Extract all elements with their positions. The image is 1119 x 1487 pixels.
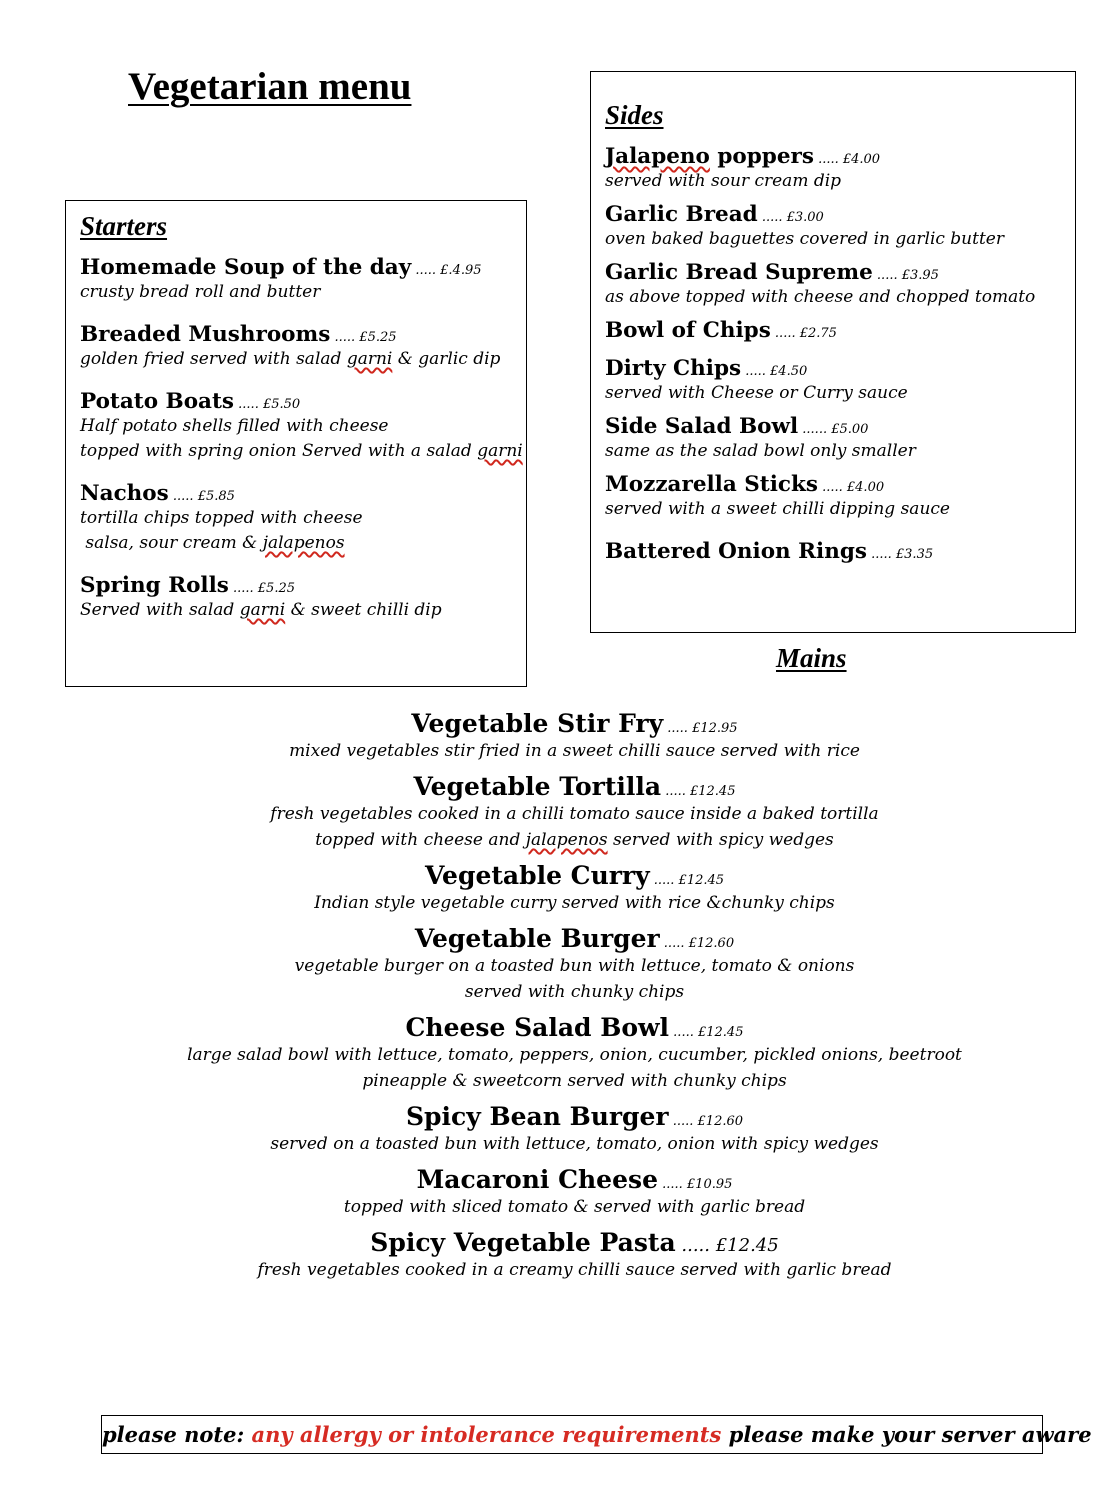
menu-item xyxy=(0,1229,1119,1283)
item-description: served with a sweet chilli dipping sauce xyxy=(605,499,950,519)
item-description: Indian style vegetable curry served with rice &chunky chips xyxy=(314,893,835,913)
item-name: Mozzarella Sticks xyxy=(605,472,818,497)
item-price: ..... £3.95 xyxy=(872,268,939,283)
menu-item xyxy=(80,574,512,623)
menu-item xyxy=(80,256,512,305)
menu-item xyxy=(80,323,512,372)
item-price: ..... £12.45 xyxy=(649,873,725,888)
item-description: same as the salad bowl only smaller xyxy=(605,441,916,461)
item-price: ..... £12.45 xyxy=(675,1235,779,1256)
item-name: Vegetable Tortilla xyxy=(413,772,662,801)
item-description: served on a toasted bun with lettuce, tomato, onion with spicy wedges xyxy=(270,1134,879,1154)
item-name: Spicy Vegetable Pasta xyxy=(370,1228,676,1257)
item-name: Battered Onion Rings xyxy=(605,539,867,564)
menu-item xyxy=(605,145,1061,194)
allergy-note xyxy=(101,1415,1092,1454)
item-description: crusty bread roll and butter xyxy=(80,282,321,302)
menu-item xyxy=(0,773,1119,853)
menu-item xyxy=(605,203,1061,252)
item-description: salsa, sour cream & jalapenos xyxy=(80,533,345,553)
item-name: Vegetable Stir Fry xyxy=(411,709,664,738)
item-description: served with Cheese or Curry sauce xyxy=(605,383,908,403)
menu-item xyxy=(0,1103,1119,1157)
item-name: Breaded Mushrooms xyxy=(80,322,331,347)
item-name: Spicy Bean Burger xyxy=(405,1102,669,1131)
item-price: ..... £10.95 xyxy=(657,1177,733,1192)
item-price: ..... £5.25 xyxy=(330,330,397,345)
item-name: Homemade Soup of the day xyxy=(80,255,412,280)
item-description: fresh vegetables cooked in a chilli tomato sauce inside a baked tortilla xyxy=(270,804,879,824)
item-description: pineapple & sweetcorn served with chunky chips xyxy=(362,1071,787,1091)
menu-item xyxy=(605,261,1061,310)
item-description: fresh vegetables cooked in a creamy chilli sauce served with garlic bread xyxy=(257,1260,892,1280)
item-description: served with sour cream dip xyxy=(605,171,842,191)
item-name: Spring Rolls xyxy=(80,573,229,598)
menu-item xyxy=(605,473,1061,522)
menu-item xyxy=(0,925,1119,1005)
mains-heading: Mains xyxy=(776,643,847,673)
item-price: ..... £3.35 xyxy=(866,547,934,562)
item-name: Jalapeno poppers xyxy=(605,144,814,169)
menu-item xyxy=(0,1014,1119,1094)
menu-item xyxy=(0,862,1119,916)
item-description: Half potato shells filled with cheese xyxy=(80,416,389,436)
item-name: Side Salad Bowl xyxy=(605,414,799,439)
item-description: Served with salad garni & sweet chilli dip xyxy=(80,600,442,620)
note-prefix: please note: xyxy=(102,1422,252,1447)
starters-section xyxy=(65,200,527,687)
item-price: ..... £2.75 xyxy=(770,326,837,341)
item-description: oven baked baguettes covered in garlic butter xyxy=(605,229,1004,249)
item-price: ..... £3.00 xyxy=(757,210,824,225)
item-price: ..... £12.45 xyxy=(669,1025,744,1040)
item-description: tortilla chips topped with cheese xyxy=(80,508,363,528)
item-name: Vegetable Curry xyxy=(424,861,650,890)
sides-heading: Sides xyxy=(605,100,664,130)
page-title: Vegetarian menu xyxy=(128,65,412,108)
note-suffix: please make your server aware xyxy=(721,1422,1092,1447)
item-name: Dirty Chips xyxy=(605,356,742,381)
item-price: ...... £5.00 xyxy=(798,422,869,437)
item-price: ..... £5.50 xyxy=(234,397,301,412)
menu-item xyxy=(605,540,1061,564)
item-description: topped with sliced tomato & served with garlic bread xyxy=(343,1197,806,1217)
menu-item xyxy=(605,357,1061,406)
item-price: ..... £12.95 xyxy=(663,721,738,736)
item-description: topped with cheese and jalapenos served with spicy wedges xyxy=(315,830,834,850)
item-price: ..... £12.45 xyxy=(661,784,736,799)
item-description: mixed vegetables stir fried in a sweet chilli sauce served with rice xyxy=(289,741,860,761)
item-price: ..... £4.50 xyxy=(741,364,808,379)
item-description: served with chunky chips xyxy=(464,982,685,1002)
starters-heading: Starters xyxy=(80,211,168,241)
item-name: Garlic Bread xyxy=(605,202,758,227)
item-name: Macaroni Cheese xyxy=(416,1165,658,1194)
item-name: Nachos xyxy=(80,481,169,506)
item-description: large salad bowl with lettuce, tomato, peppers, onion, cucumber, pickled onions, beetroot xyxy=(187,1045,962,1065)
item-description: vegetable burger on a toasted bun with lettuce, tomato & onions xyxy=(294,956,855,976)
item-price: ..... £.4.95 xyxy=(411,263,482,278)
menu-item xyxy=(80,389,523,464)
item-price: ..... £4.00 xyxy=(817,480,885,495)
mains-section xyxy=(0,710,1119,1292)
menu-item xyxy=(605,415,1061,464)
item-description: topped with spring onion Served with a salad garni xyxy=(80,441,523,461)
note-highlight: any allergy or intolerance requirements xyxy=(251,1422,722,1447)
item-price: ..... £12.60 xyxy=(668,1114,744,1129)
item-name: Garlic Bread Supreme xyxy=(605,260,873,285)
item-name: Potato Boats xyxy=(80,389,235,414)
item-name: Cheese Salad Bowl xyxy=(405,1013,670,1042)
menu-item xyxy=(0,1166,1119,1220)
menu-item xyxy=(605,319,1061,343)
item-price: ..... £4.00 xyxy=(813,152,881,167)
menu-item xyxy=(0,710,1119,764)
item-name: Vegetable Burger xyxy=(414,924,660,953)
sides-section xyxy=(590,71,1076,633)
item-price: ..... £12.60 xyxy=(659,936,735,951)
item-description: as above topped with cheese and chopped tomato xyxy=(605,287,1036,307)
menu-item xyxy=(80,482,512,556)
item-price: ..... £5.25 xyxy=(228,581,296,596)
item-description: golden fried served with salad garni & garlic dip xyxy=(80,349,501,369)
item-price: ..... £5.85 xyxy=(168,489,235,504)
item-name: Bowl of Chips xyxy=(605,318,771,343)
